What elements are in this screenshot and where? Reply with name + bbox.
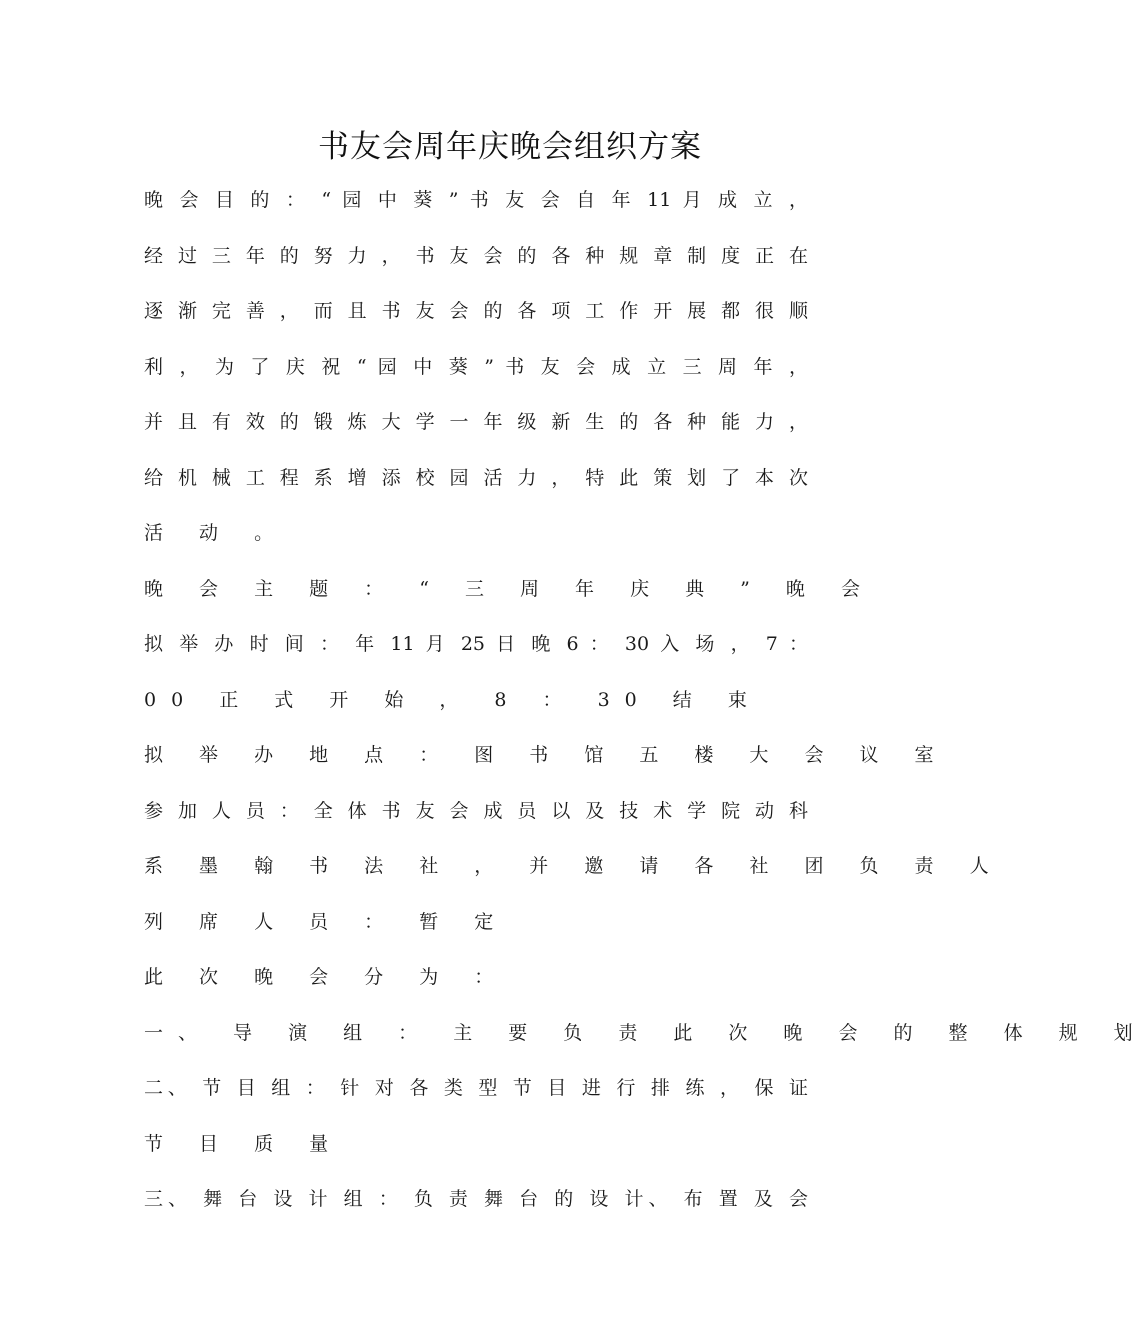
text-line-18: 节 目 质 量 — [144, 1132, 344, 1155]
text-line-11: 拟 举 办 地 点 ： 图 书 馆 五 楼 大 会 议 室 — [144, 744, 949, 766]
text-line-12: 参 加 人 员 ： 全 体 书 友 会 成 员 以 及 技 术 学 院 动 科 — [144, 799, 808, 822]
text-line-10: 00 正 式 开 始 ， 8 ： 30 结 束 — [144, 688, 762, 711]
text-line-1: 晚 会 目 的 ： “ 园 中 葵 ” 书 友 会 自 年 11 月 成 立 ， — [144, 189, 808, 211]
text-line-8: 晚 会 主 题 ： “ 三 周 年 庆 典 ” 晚 会 — [144, 577, 875, 600]
text-line-9: 拟 举 办 时 间 ： 年 11 月 25 日 晚 6 ： 30 入 场 ， 7 ： — [144, 633, 808, 655]
text-line-15: 此 次 晚 会 分 为 ： — [144, 966, 509, 988]
document-body — [144, 173, 1148, 1228]
text-line-7: 活 动 。 — [144, 522, 289, 544]
document-title: 书友会周年庆晚会组织方案 — [318, 129, 702, 165]
text-line-19: 三、 舞 台 设 计 组 ： 负 责 舞 台 的 设 计、 布 置 及 会 — [144, 1188, 808, 1210]
text-line-17: 二、 节 目 组 ： 针 对 各 类 型 节 目 进 行 排 练 ， 保 证 — [144, 1077, 808, 1099]
text-line-6: 给 机 械 工 程 系 增 添 校 园 活 力 ， 特 此 策 划 了 本 次 — [144, 466, 808, 489]
text-line-4: 利 ， 为 了 庆 祝 “ 园 中 葵 ” 书 友 会 成 立 三 周 年 ， — [144, 355, 808, 378]
text-line-13: 系 墨 翰 书 法 社 ， 并 邀 请 各 社 团 负 责 人 — [144, 855, 1004, 877]
text-line-5: 并 且 有 效 的 锻 炼 大 学 一 年 级 新 生 的 各 种 能 力 ， — [144, 411, 808, 433]
text-line-14: 列 席 人 员 ： 暂 定 — [144, 910, 509, 933]
text-line-3: 逐 渐 完 善 ， 而 且 书 友 会 的 各 项 工 作 开 展 都 很 顺 — [144, 300, 808, 322]
text-line-2: 经 过 三 年 的 努 力 ， 书 友 会 的 各 种 规 章 制 度 正 在 — [144, 244, 808, 267]
text-line-16: 一、 导 演 组 ： 主 要 负 责 此 次 晚 会 的 整 体 规 划 — [144, 1021, 1148, 1044]
